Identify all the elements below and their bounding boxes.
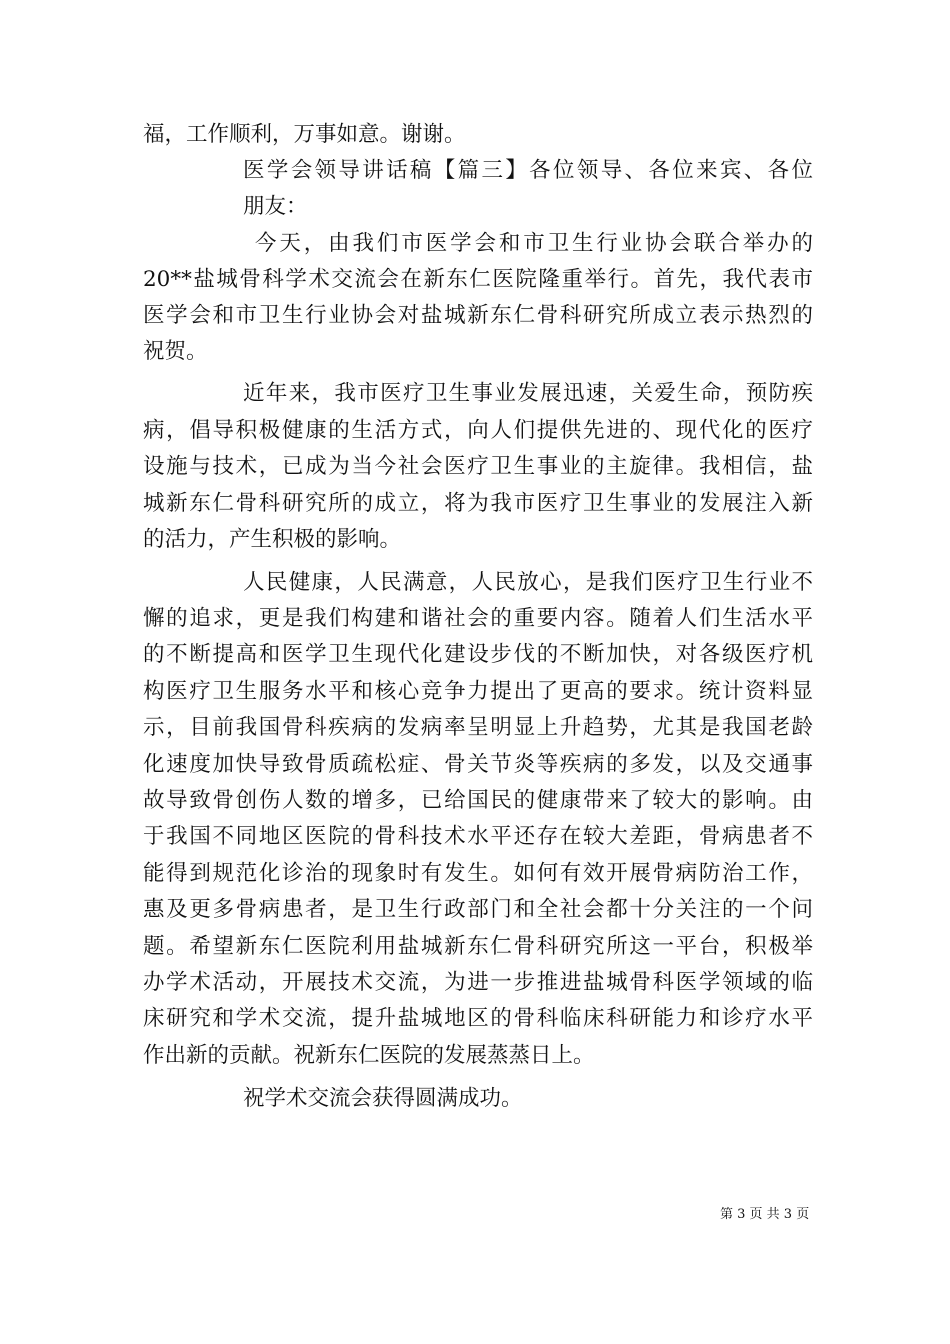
text-line: 惠及更多骨病患者，是卫生行政部门和全社会都十分关注的一个问 [143, 897, 813, 922]
text-line: 能得到规范化诊治的现象时有发生。如何有效开展骨病防治工作， [143, 861, 813, 886]
text-line: 于我国不同地区医院的骨科技术水平还存在较大差距，骨病患者不 [143, 824, 813, 849]
text-line: 祝贺。 [143, 339, 208, 364]
text-line: 办学术活动，开展技术交流，为进一步推进盐城骨科医学领域的临 [143, 970, 813, 995]
text-line: 城新东仁骨科研究所的成立，将为我市医疗卫生事业的发展注入新 [143, 491, 813, 516]
text-line: 构医疗卫生服务水平和核心竞争力提出了更高的要求。统计资料显 [143, 679, 813, 704]
text-line: 懈的追求，更是我们构建和谐社会的重要内容。随着人们生活水平 [143, 606, 813, 631]
text-line: 题。希望新东仁医院利用盐城新东仁骨科研究所这一平台，积极举 [143, 934, 813, 959]
page-number: 第 3 页 共 3 页 [720, 1207, 810, 1222]
text-line: 朋友： [243, 194, 308, 219]
text-line: 今天，由我们市医学会和市卫生行业协会联合举办的 [255, 231, 813, 256]
text-line: 祝学术交流会获得圆满成功。 [243, 1086, 523, 1111]
text-line: 设施与技术，已成为当今社会医疗卫生事业的主旋律。我相信，盐 [143, 454, 813, 479]
text-line: 20**盐城骨科学术交流会在新东仁医院隆重举行。首先，我代表市 [143, 267, 813, 292]
text-line: 示，目前我国骨科疾病的发病率呈明显上升趋势，尤其是我国老龄 [143, 715, 813, 740]
text-line: 病，倡导积极健康的生活方式，向人们提供先进的、现代化的医疗 [143, 418, 813, 443]
text-line: 的不断提高和医学卫生现代化建设步伐的不断加快，对各级医疗机 [143, 642, 813, 667]
text-line: 人民健康，人民满意，人民放心，是我们医疗卫生行业不 [243, 570, 813, 595]
text-line: 床研究和学术交流，提升盐城地区的骨科临床科研能力和诊疗水平 [143, 1006, 813, 1031]
text-line: 作出新的贡献。祝新东仁医院的发展蒸蒸日上。 [143, 1043, 595, 1068]
text-line: 的活力，产生积极的影响。 [143, 527, 402, 552]
text-line: 故导致骨创伤人数的增多，已给国民的健康带来了较大的影响。由 [143, 788, 813, 813]
text-line: 化速度加快导致骨质疏松症、骨关节炎等疾病的多发，以及交通事 [143, 752, 813, 777]
text-line: 医学会和市卫生行业协会对盐城新东仁骨科研究所成立表示热烈的 [143, 303, 813, 328]
section-heading-line: 医学会领导讲话稿【篇三】各位领导、各位来宾、各位 [243, 158, 813, 183]
text-line: 近年来，我市医疗卫生事业发展迅速，关爱生命，预防疾 [243, 381, 813, 406]
text-line: 福，工作顺利，万事如意。谢谢。 [143, 122, 466, 147]
